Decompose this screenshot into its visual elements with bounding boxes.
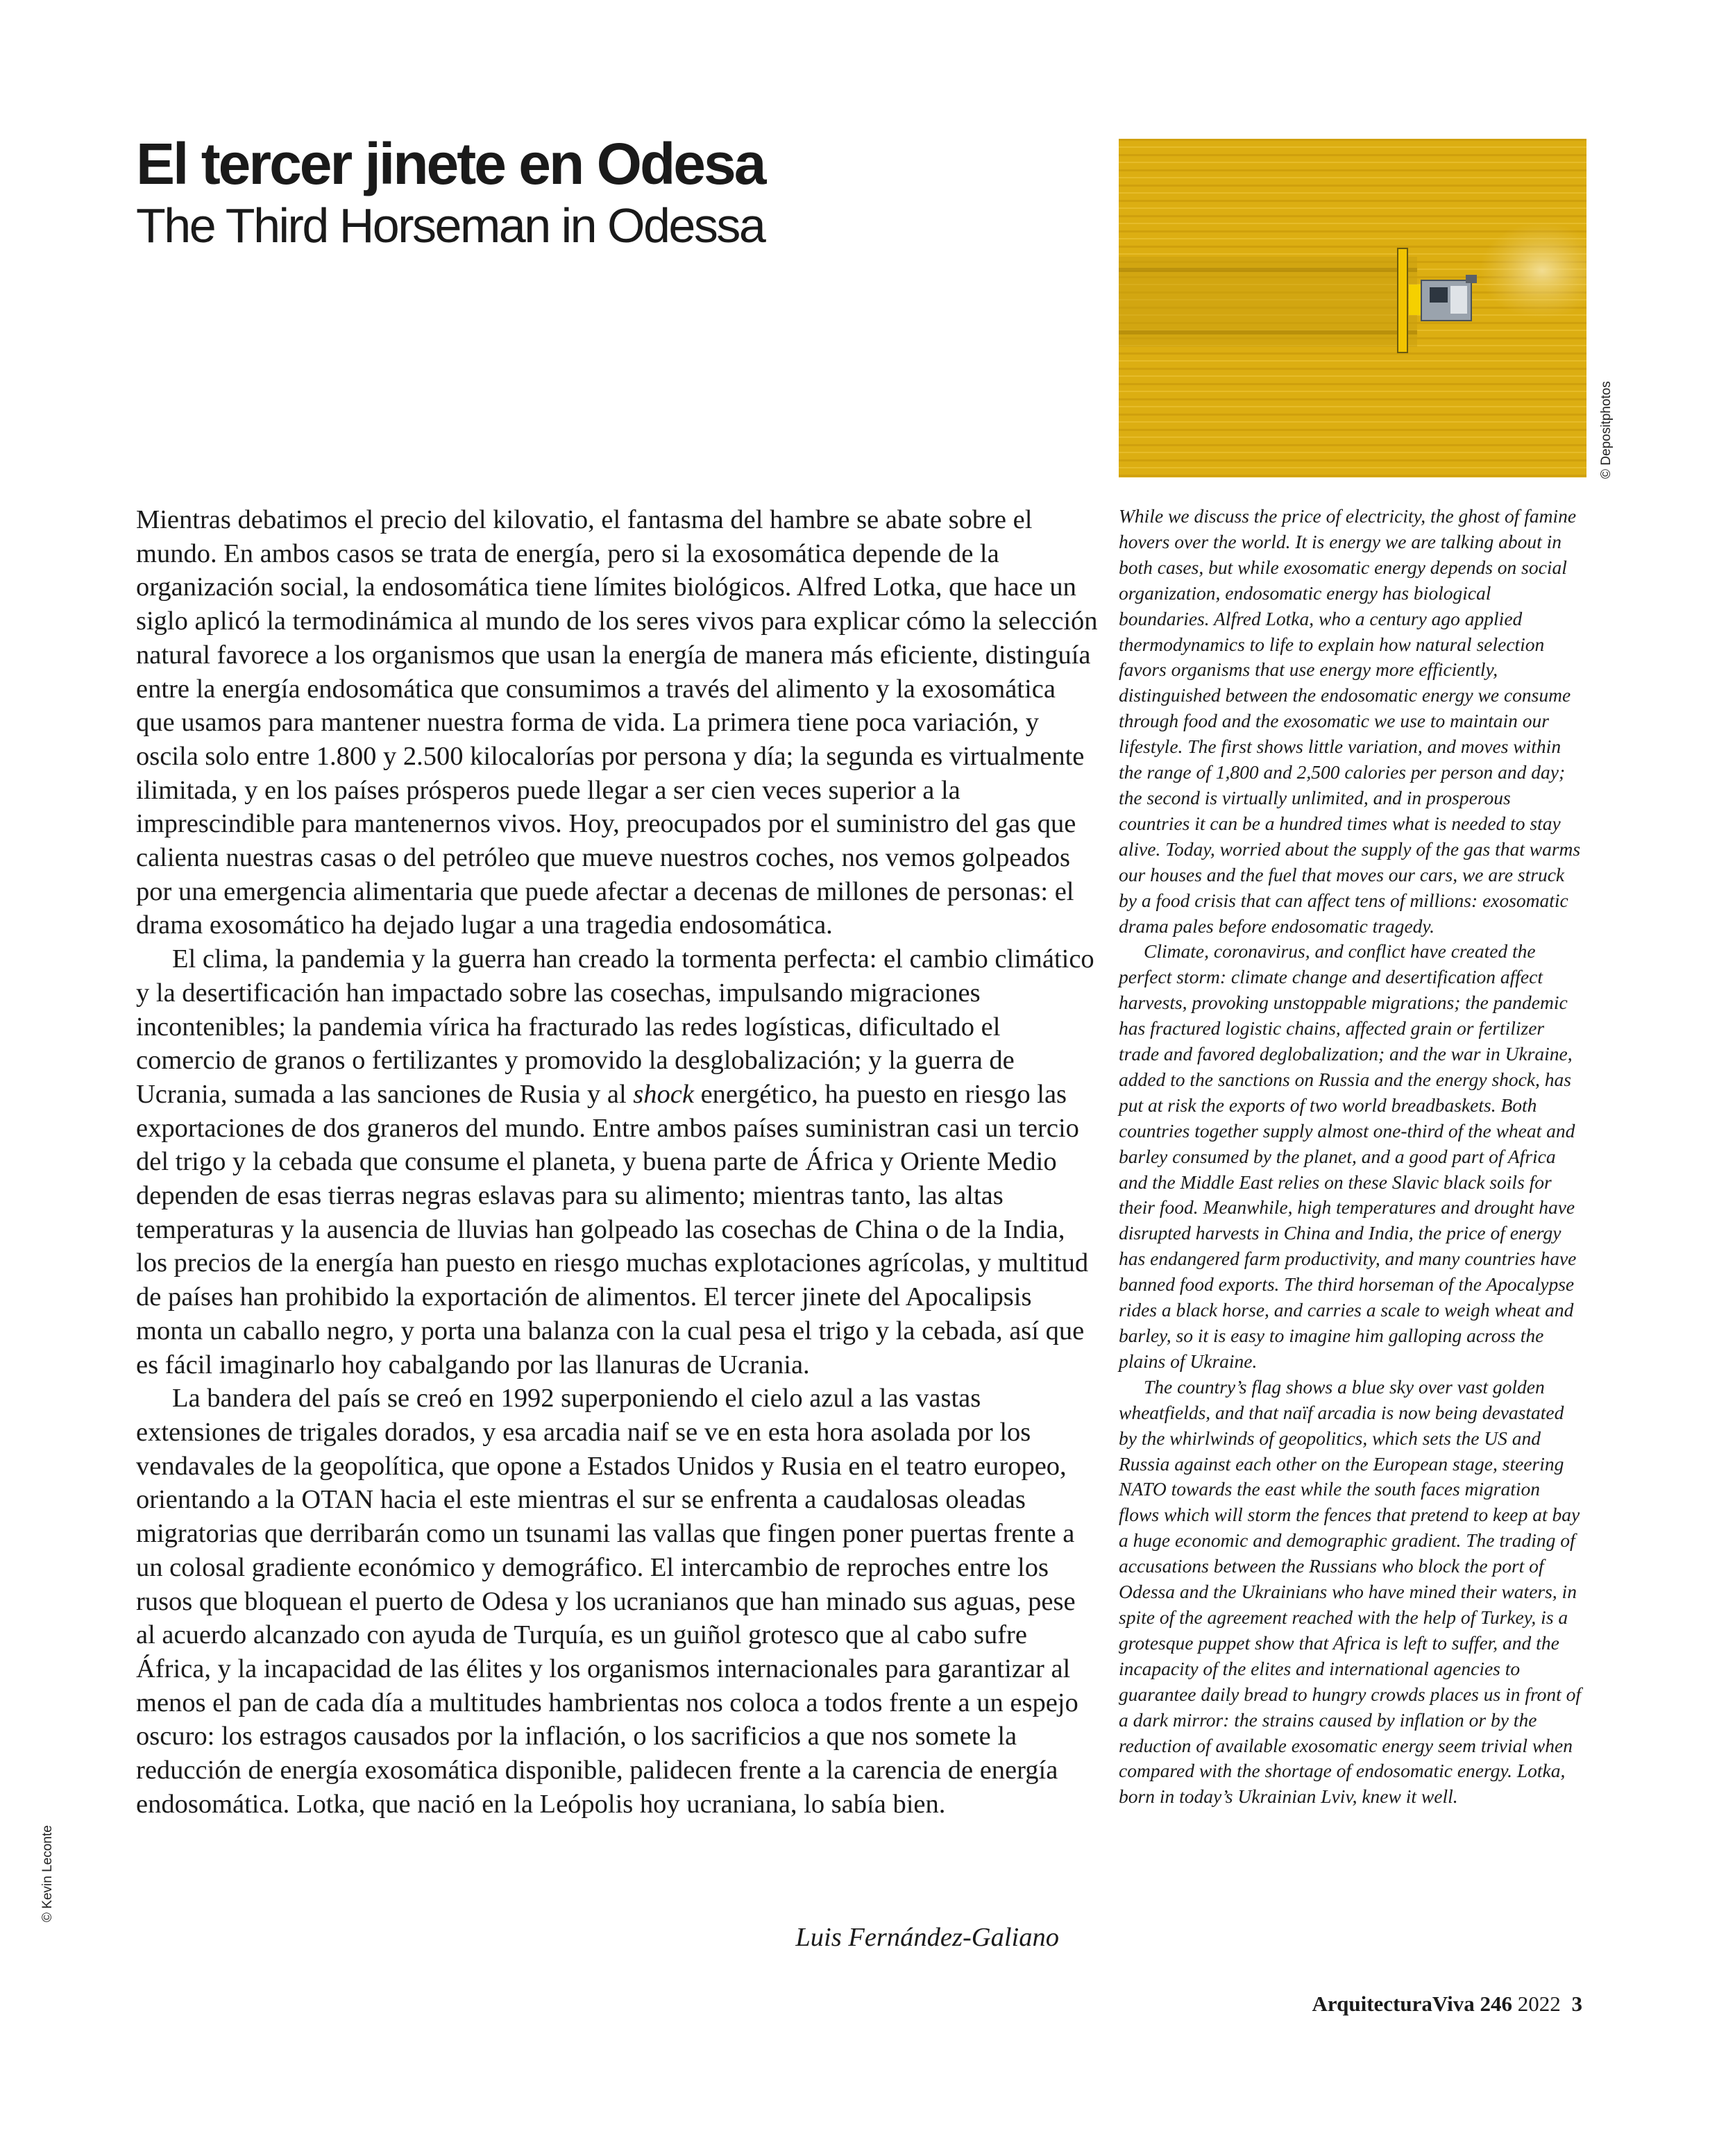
- side-credit: © Kevin Leconte: [40, 1825, 55, 1922]
- page-footer: [1110, 1990, 1582, 2018]
- english-paragraph-1: While we discuss the price of electricity, the ghost of famine hovers over the world. It is energy we are talking about in both cases, but while exosomatic energy depends on social organization, endosomatic energy has biological boundaries. Alfred Lotka, who a century ago applied thermodynamics to life to explain how natural selection favors organisms that use energy more efficiently, distinguished between the endosomatic energy we consume through food and the exosomatic we use to maintain our lifestyle. The first shows little variation, and moves within the range of 1,800 and 2,500 calories per person and day; the second is virtually unlimited, and in prosperous countries it can be a hundred times what is needed to stay alive. Today, worried about the supply of the gas that warms our houses and the fuel that moves our cars, we are struck by a food crisis that can affect tens of millions: exosomatic drama pales before endosomatic tragedy.: [1119, 505, 1581, 937]
- year: 2022: [1517, 1992, 1561, 2016]
- author-signature: Luis Fernández-Galiano: [795, 1923, 1059, 1952]
- spanish-paragraph-2: [136, 942, 1101, 1382]
- spanish-column: [136, 503, 1101, 1821]
- magazine-name: ArquitecturaViva: [1312, 1992, 1475, 2016]
- page-number: 3: [1571, 1992, 1582, 2016]
- spanish-paragraph-3: La bandera del país se creó en 1992 superponiendo el cielo azul a las vastas extensiones de trigales dorados, y esa arcadia naif se ve en esta hora asolada por los vendavales de la geopolítica, que opone a Estados Unidos y Rusia en el teatro europeo, orientando a la OTAN hacia el este mientras el sur se enfrenta a caudalosas oleadas migratorias que derribarán como un tsunami las vallas que fingen poner puertas frente a un colosal gradiente económico y demográfico. El intercambio de reproches entre los rusos que bloquean el puerto de Odesa y los ucranianos que han minado sus aguas, pese al acuerdo alcanzado con ayuda de Turquía, es un guiñol grotesco que al cabo sufre África, y la incapacidad de las élites y los organismos internacionales para garantizar al menos el pan de cada día a multitudes hambrientas nos coloca a todos frente a un espejo oscuro: los estragos causados por la inflación, o los sacrificios a que nos somete la reducción de energía exosomática disponible, palidecen frente a la carencia de energía endosomática. Lotka, que nació en la Leópolis hoy ucraniana, lo sabía bien.: [136, 1384, 1078, 1819]
- english-paragraph-3: The country’s flag shows a blue sky over vast golden wheatfields, and that naïf arcadia is now being devastated by the whirlwinds of geopolitics, which sets the US and Russia against each other on the European stage, steering NATO towards the east while the south faces migration flows which will storm the fences that pretend to keep at bay a huge economic and demographic gradient. The trading of accusations between the Russians who block the port of Odessa and the Ukrainians who have mined their waters, in spite of the agreement reached with the help of Turkey, is a grotesque puppet show that Africa is left to suffer, and the incapacity of the elites and international agencies to guarantee daily bread to hungry crowds places us in front of a dark mirror: the strains caused by inflation or by the reduction of available exosomatic energy seem trivial when compared with the shortage of endosomatic energy. Lotka, born in today’s Ukrainian Lviv, knew it well.: [1119, 1375, 1582, 1808]
- spanish-emphasis: shock: [633, 1079, 694, 1109]
- title-spanish: El tercer jinete en Odesa: [136, 131, 765, 196]
- spanish-paragraph-2-end: energético, ha puesto en riesgo las exportaciones de dos graneros del mundo. Entre ambos países suministran casi un tercio del trigo y la cebada que consume el planeta, y buena parte de África y Oriente Medio dependen de esas tierras negras eslavas para su alimento; mientras tanto, las altas temperaturas y la ausencia de lluvias han golpeado las cosechas de China o de la India, los precios de la energía han puesto en riesgo muchas explotaciones agrícolas, y multitud de países han prohibido la exportación de alimentos. El tercer jinete del Apocalipsis monta un caballo negro, y porta una balanza con la cual pesa el trigo y la cebada, así que es fácil imaginarlo hoy cabalgando por las llanuras de Ucrania.: [136, 1079, 1089, 1380]
- title-block: [136, 130, 1038, 254]
- title-english: The Third Horseman in Odessa: [136, 198, 765, 253]
- english-column: [1119, 504, 1584, 1810]
- spanish-paragraph-2-start: El clima, la pandemia y la guerra han creado la tormenta perfecta: el cambio climático y la desertificación han impactado sobre las cosechas, impulsando migraciones incontenibles; la pandemia vírica ha fracturado las redes logísticas, dificultado el comercio de granos o fertilizantes y promovido la desglobalización; y la guerra de Ucrania, sumada a las sanciones de Rusia y al: [136, 944, 1094, 1109]
- spanish-paragraph-1: Mientras debatimos el precio del kilovatio, el fantasma del hambre se abate sobre el mundo. En ambos casos se trata de energía, pero si la exosomática depende de la organización social, la endosomática tiene límites biológicos. Alfred Lotka, que hace un siglo aplicó la termodinámica al mundo de los seres vivos para explicar cómo la selección natural favorece a los organismos que usan la energía de manera más eficiente, distinguía entre la energía endosomática que consumimos a través del alimento y la exosomática que usamos para mantener nuestra forma de vida. La primera tiene poca variación, y oscila solo entre 1.800 y 2.500 kilocalorías por persona y día; la segunda es virtualmente ilimitada, y en los países prósperos puede llegar a ser cien veces superior a la imprescindible para mantenernos vivos. Hoy, preocupados por el suministro del gas que calienta nuestras casas o del petróleo que mueve nuestros coches, nos vemos golpeados por una emergencia alimentaria que puede afectar a decenas de millones de personas: el drama exosomático ha dejado lugar a una tragedia endosomática.: [136, 505, 1098, 940]
- photo-credit: © Depositphotos: [1599, 381, 1614, 479]
- issue-number: 246: [1480, 1992, 1512, 2016]
- wheat-field-photo: [1119, 139, 1586, 477]
- english-paragraph-2: Climate, coronavirus, and conflict have created the perfect storm: climate change and desertification affect harvests, provoking unstoppable migrations; the pandemic has fractured logistic chains, affected grain or fertilizer trade and favored deglobalization; and the war in Ukraine, added to the sanctions on Russia and the energy shock, has put at risk the exports of two world breadbaskets. Both countries together supply almost one-third of the wheat and barley consumed by the planet, and a good part of Africa and the Middle East relies on these Slavic black soils for their food. Meanwhile, high temperatures and drought have disrupted harvests in China and India, the price of energy has endangered farm productivity, and many countries have banned food exports. The third horseman of the Apocalypse rides a black horse, and carries a scale to weigh wheat and barley, so it is easy to imagine him galloping across the plains of Ukraine.: [1119, 940, 1577, 1372]
